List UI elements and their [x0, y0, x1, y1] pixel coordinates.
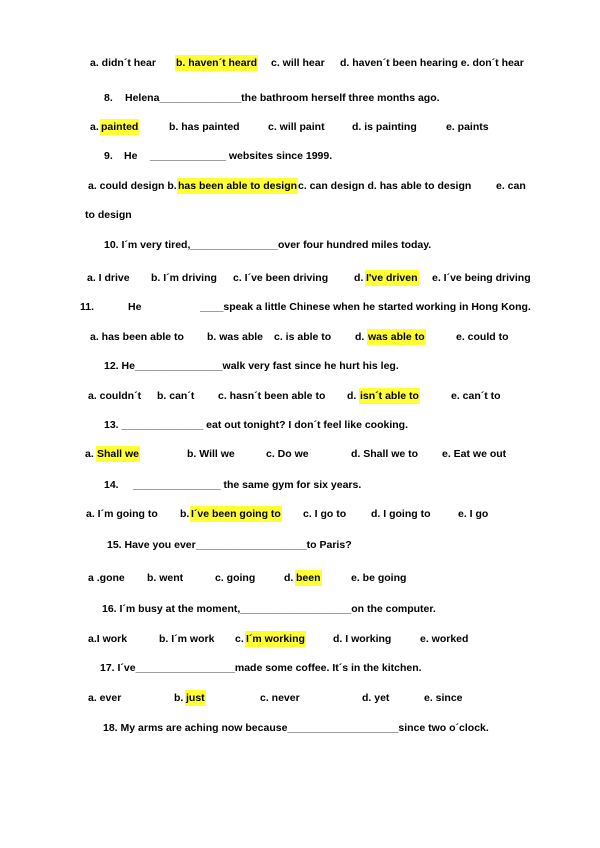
option-c-highlighted: I´m working	[246, 633, 305, 645]
option-c: c. never	[260, 692, 300, 704]
q7-options	[0, 55, 600, 71]
question-number: 9.	[104, 150, 113, 162]
option-d: d. Shall we to	[351, 448, 419, 460]
option-c-letter: c.	[235, 633, 244, 645]
question-text: _______________ the same gym for six years.	[133, 479, 362, 491]
option-d-highlighted: been	[296, 572, 321, 584]
option-e: e. can´t to	[451, 390, 501, 402]
q9-options-cont	[0, 207, 600, 223]
q18-question	[0, 720, 600, 736]
option-a: a. I drive	[87, 272, 130, 284]
option-d: d. I working	[333, 633, 392, 645]
question-subject: He	[124, 150, 138, 162]
question-text: 12. He_______________walk very fast since he hurt his leg.	[104, 360, 399, 372]
q17-options	[0, 690, 600, 706]
option-d-letter: d.	[347, 390, 357, 402]
option-a: a. I´m going to	[86, 508, 158, 520]
option-c: c. will paint	[268, 121, 325, 133]
q9-options	[0, 178, 600, 194]
option-d-highlighted: isn´t able to	[360, 390, 419, 402]
option-e: e. can	[496, 180, 526, 192]
question-number: 8.	[104, 92, 113, 104]
option-a-highlighted: painted	[101, 121, 139, 133]
option-a-letter: a.	[85, 448, 94, 460]
option-a: a. didn´t hear	[90, 57, 156, 69]
option-a: a. ever	[88, 692, 122, 704]
option-b-letter: b.	[174, 692, 184, 704]
question-text: Helena______________the bathroom herself three months ago.	[125, 92, 440, 104]
option-c: c. I´ve been driving	[233, 272, 329, 284]
option-e: e. worked	[420, 633, 469, 645]
q11-options	[0, 329, 600, 345]
option-c: c. Do we	[266, 448, 309, 460]
option-c: c. I go to	[303, 508, 347, 520]
option-c: c. will hear	[271, 57, 325, 69]
q17-question	[0, 660, 600, 676]
option-a: a .gone	[88, 572, 125, 584]
option-b: b. I´m driving	[151, 272, 217, 284]
option-e: e. paints	[446, 121, 489, 133]
q10-question	[0, 237, 600, 253]
q16-options	[0, 631, 600, 647]
option-b: b. was able	[207, 331, 264, 343]
option-b-highlighted: just	[186, 692, 205, 704]
q9-question	[0, 148, 600, 164]
q8-question	[0, 90, 600, 106]
question-number: 11.	[80, 301, 95, 313]
option-b: b. went	[147, 572, 184, 584]
question-text: 10. I´m very tired,_______________over four hundred miles today.	[104, 239, 432, 251]
option-b-highlighted: has been able to design	[178, 180, 298, 192]
question-number: 14.	[104, 479, 119, 491]
option-a: a. couldn´t	[88, 390, 142, 402]
question-text: ____speak a little Chinese when he started working in Hong Kong.	[200, 301, 531, 313]
option-d-letter: d.	[284, 572, 294, 584]
option-d: d. is painting	[352, 121, 417, 133]
q13-question	[0, 417, 600, 433]
q13-options	[0, 446, 600, 462]
question-text: 18. My arms are aching now because___________________since two o´clock.	[103, 722, 489, 734]
question-text: 17. I´ve_________________made some coffee. It´s in the kitchen.	[100, 662, 422, 674]
option-e: e. since	[424, 692, 463, 704]
option-a-letter: a.	[90, 121, 99, 133]
q8-options	[0, 119, 600, 135]
question-text: 16. I´m busy at the moment,___________________on the computer.	[102, 603, 436, 615]
q14-question	[0, 477, 600, 493]
option-c: c. hasn´t been able to	[218, 390, 326, 402]
option-b-highlighted: I´ve been going to	[191, 508, 281, 520]
option-b: b. has painted	[169, 121, 240, 133]
option-e-cont: to design	[85, 209, 132, 221]
option-e: e. I go	[458, 508, 489, 520]
option-d-highlighted: was able to	[368, 331, 425, 343]
option-d: d. I going to	[371, 508, 431, 520]
question-text: 15. Have you ever___________________to Paris?	[107, 539, 352, 551]
q15-options	[0, 570, 600, 586]
option-c: c. is able to	[274, 331, 332, 343]
option-d: d. yet	[362, 692, 390, 704]
option-c: c. going	[215, 572, 256, 584]
option-b: b. I´m work	[159, 633, 215, 645]
option-a-b-letter: a. could design b.	[88, 180, 177, 192]
option-d-letter: d.	[354, 272, 364, 284]
option-e: e. Eat we out	[442, 448, 507, 460]
option-b-letter: b.	[180, 508, 190, 520]
question-subject: He	[128, 301, 142, 313]
question-text: _____________ websites since 1999.	[150, 150, 333, 162]
option-a: a.I work	[88, 633, 128, 645]
q12-question	[0, 358, 600, 374]
option-a: a. has been able to	[90, 331, 184, 343]
option-d-letter: d.	[355, 331, 365, 343]
q12-options	[0, 388, 600, 404]
option-e: e. could to	[456, 331, 509, 343]
q14-options	[0, 506, 600, 522]
q16-question	[0, 601, 600, 617]
q15-question	[0, 537, 600, 553]
option-c-d: c. can design d. has able to design	[298, 180, 472, 192]
option-e: e. be going	[351, 572, 407, 584]
option-e: e. I´ve being driving	[432, 272, 531, 284]
option-d-highlighted: I've driven	[366, 272, 418, 284]
option-b: b. Will we	[187, 448, 235, 460]
question-text: 13. ______________ eat out tonight? I don´t feel like cooking.	[104, 419, 409, 431]
option-a-highlighted: Shall we	[97, 448, 140, 460]
option-b: b. can´t	[157, 390, 195, 402]
q10-options	[0, 270, 600, 286]
q11-question	[0, 299, 600, 315]
option-d-e: d. haven´t been hearing e. don´t hear	[340, 57, 524, 69]
option-b-highlighted: b. haven´t heard	[176, 57, 258, 69]
